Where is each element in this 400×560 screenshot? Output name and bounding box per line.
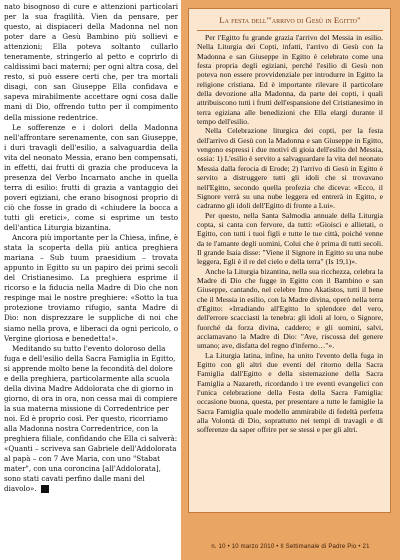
box-paragraph-2: Nella Celebrazione liturgica dei copti, per la festa dell'arrivo di Gesù con la Madonna e san Giuseppe in Egitto, vengono espressi i due motivi di gioia dell'esilio del Messia, ossia: 1) L'esilio è servito a salvaguardare la vita del neonato Messia dalla ferocia di Erode; 2) l'arrivo di Gesù in Egitto è servito a distruggere tutti gli idoli che si trovavano nell'Egitto, secondo quella profezia che diceva: «Ecco, il Signore verrà su una nube leggera ed entrerà in Egitto, e cadranno gli idoli dell'Egitto di fronte a Lui».	[197, 126, 383, 211]
left-paragraph-4	[4, 344, 178, 495]
sidebar-panel	[181, 0, 400, 560]
left-article-column	[4, 2, 178, 532]
left-paragraph-3: Ancora più importante per la Chiesa, infine, è stata la scoperta della più antica preghiera mariana – Sub tuum praesidium – trovata appunto in Egitto su un papiro dei primi secoli del Cristianesimo. La preghiera esprime il ricorso e la fiducia nella Madre di Dio che non respinge mai le nostre preghiere: «Sotto la tua protezione troviamo rifugio, santa Madre di Dio: non disprezzare le suppliche di noi che siamo nella prova, e liberaci da ogni pericolo, o Vergine gloriosa e benedetta!».	[4, 233, 178, 343]
left-paragraph-1: nato bisognoso di cure e attenzioni particolari per la sua fragilità. Vien da pensare, per questo, ai dispiaceri della Madonna nel non poter dare a Gesù Bambino più sollievi e attenzioni; Ella poteva soltanto cullarlo teneramente, stringerlo al petto e coprirlo di caldissimi baci materni; per ogni altra cosa, del resto, si può essere certi che, per tra mortali disagi, con san Giuseppe Ella confidava e sapeva mirabilmente accettare ogni cosa dalle mani di Dio, offrendo tutto per il compimento della missione redentrice.	[4, 2, 178, 122]
box-paragraph-3: Per questo, nella Santa Salmodia annuale della Liturgia copta, si canta con fervore, da tutti: «Gioisci e allietati, o Egitto, con tutti i tuoi figli e tutte le tue città, poiché venne da te l'amante degli uomini, Colui che è prima di tutti secoli. Il grande Isaia disse: "Viene il Signore in Egitto su una nube leggera, Egli è il re del cielo e della terra" (Is 19,1)».	[197, 210, 383, 267]
feature-box-text	[197, 33, 383, 435]
box-paragraph-4: Anche la Liturgia bizantina, nella sua ricchezza, celebra la Madre di Dio che fugge in Egitto con il Bambino e san Giuseppe, cantando, nel celebre Inno Akatistos, tutti il bene che il Messia in esilio, con la Madre divina, operò nella terra d'Egitto: «Irradiando all'Egitto lo splendore del vero, dell'errore scacciasti la tenebra: gli idoli al loro, o Signore, fuorché da forza divina, caddero; e gli uomini, salvi, acclamavano la Madre di Dio: "Ave, riscossa del genere umano; ave, disfatta del regno d'inferno…"».	[197, 266, 383, 351]
left-paragraph-2: Le sofferenze e i dolori della Madonna nell'affrontare serenamente, con san Giuseppe, i duri travagli dell'esilio, a salvaguardia della vita del neonato Messia, erano ben compensati, in effetti, dai frutti di grazia che produceva la presenza del Verbo Incarnato anche in quella terra di esilio: frutti di grazia a vantaggio dei poveri egiziani, che erano bisognosi proprio di ciò che fosse in grado di «chiudere la bocca a tutti gli eretici», come si esprime un testo dell'antica Liturgia bizantina.	[4, 122, 178, 233]
feature-box	[188, 8, 391, 513]
box-paragraph-1: Per l'Egitto fu grande grazia l'arrivo del Messia in esilio. Nella Liturgia dei Copti, infatti, l'arrivo di Gesù con la Madonna e san Giuseppe in Egitto è celebrato come una festa propria degli egiziani, perché l'esilio di Gesù non poteva non essere provvidenziale per introdurre in Egitto la religione cristiana. Ed è importante rilevare il particolare della devozione alla Madonna, da parte dei copti, i quali attribuiscono tutti i frutti dell'espansione del Cristianesimo in terra egiziana alle benedizioni che Ella elargì durante il tempo dell'esilio.	[197, 33, 383, 127]
box-paragraph-5: La Liturgia latina, infine, ha unito l'evento della fuga in Egitto con gli altri due eventi del ritorno della Sacra Famiglia dall'Egitto e della sistemazione della Sacra Famiglia a Nazareth, ricordando i tre eventi evangelici con l'unica celebrazione della Festa della Sacra Famiglia: occasione buona, questa, per presentare a tutte le famiglie la Sacra Famiglia quale modello ammirabile di fedeltà perfetta alla Volontà di Dio, soprattutto nei tempi di travagli e di sofferenze da saper offrire per se stessi e per gli altri.	[197, 350, 383, 435]
left-paragraph-4-text: Meditando su tutto l'evento doloroso della fuga e dell'esilio della Sacra Famiglia in Egitto, si apprende molto bene la fecondità del dolore e della preghiera, particolarmente alla scuola della divina Madre Addolorata che di giorno in giorno, di ora in ora, non cessa mai di compiere la sua materna missione di Corredentrice per noi. Ed è proprio così. Per questo, ricorriamo alla Madonna nostra Corredentrice, con la preghiera filiale, confidando che Ella ci salverà: «Quanti – scriveva san Gabriele dell'Addolorata al papà – con 7 Ave Maria, con uno "Stabat mater", con una coroncina [all'Addolorata], sono stati cavati perfino dalle mani del diavolo».	[4, 343, 178, 494]
end-of-article-square-icon	[41, 485, 49, 493]
feature-box-title: La festa dell'"arrivo di Gesù in Egitto"	[197, 15, 383, 31]
page-footer: n. 10 • 10 marzo 2010 • Il Settimanale di Padre Pio • 21	[211, 544, 370, 550]
